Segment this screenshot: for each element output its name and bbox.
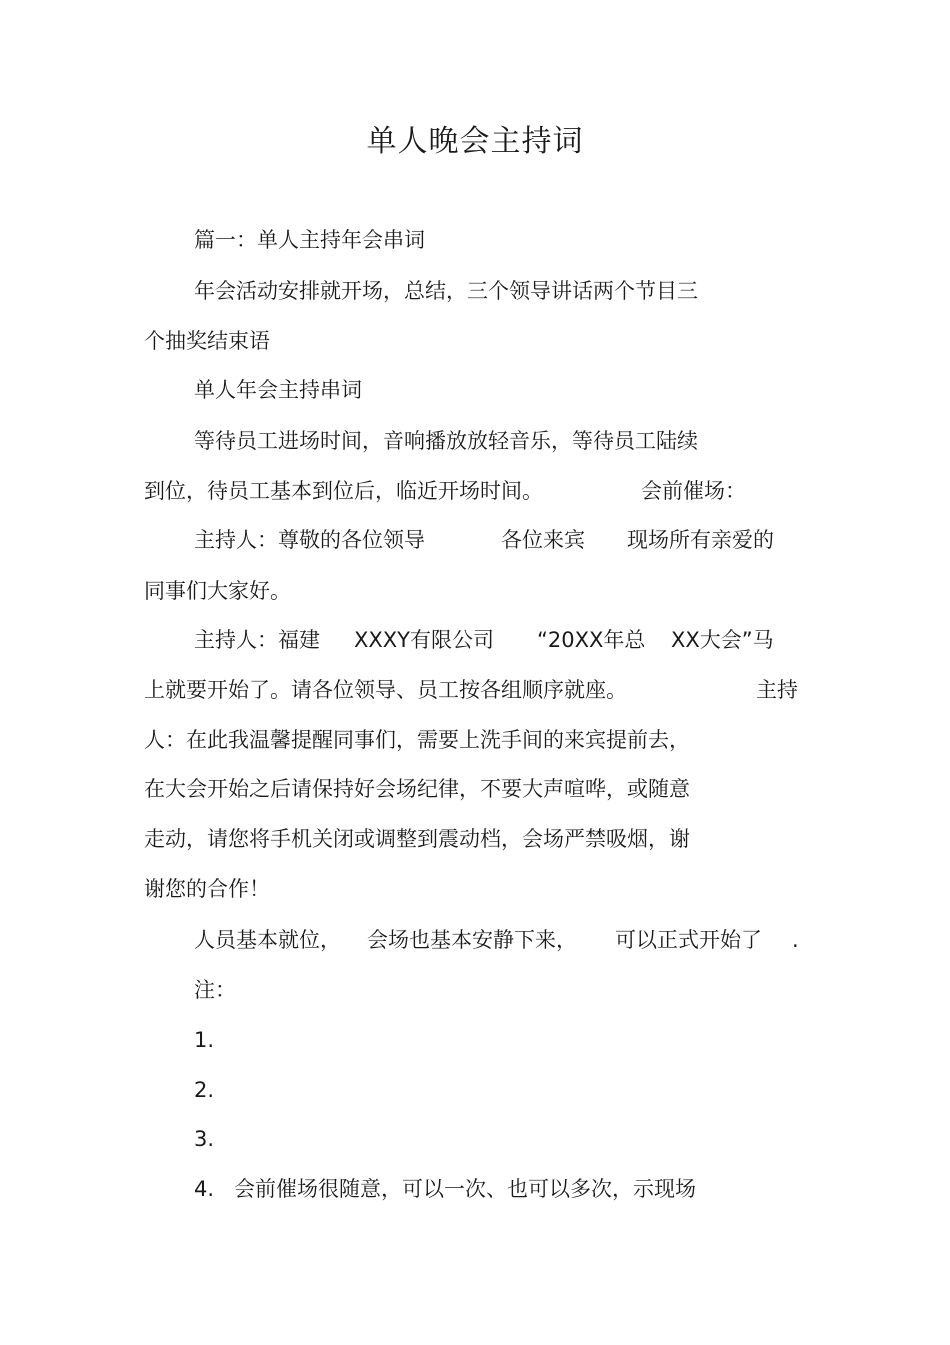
paragraph-4-seating: 上就要开始了。请各位领导、员工按各组顺序就座。 xyxy=(144,678,627,702)
paragraph-2-line-1: 等待员工进场时间，音响播放放轻音乐，等待员工陆续 xyxy=(194,429,698,453)
note-label: 注： xyxy=(194,978,236,1002)
host-greeting-guests: 各位来宾 xyxy=(501,528,585,552)
meeting-name-part-1: “20XX年总 xyxy=(537,628,646,652)
paragraph-5-part-2: 会场也基本安静下来， xyxy=(367,928,577,952)
subheading: 单人年会主持串词 xyxy=(194,378,362,402)
page-title: 单人晚会主持词 xyxy=(366,124,584,159)
host-fujian: 主持人：福建 xyxy=(194,628,320,652)
paragraph-3-line-2: 同事们大家好。 xyxy=(144,579,291,603)
paragraph-5-period: . xyxy=(792,928,799,952)
paragraph-2-text: 到位，待员工基本到位后，临近开场时间。 xyxy=(144,479,543,503)
note-text: 会前催场很随意，可以一次、也可以多次，示现场 xyxy=(234,1177,696,1201)
paragraph-2-pre-call: 会前催场： xyxy=(641,479,746,503)
note-number: 2. xyxy=(194,1078,215,1102)
paragraph-1-line-2: 个抽奖结束语 xyxy=(144,329,270,353)
company-name: XXXY有限公司 xyxy=(354,628,494,652)
section-heading: 篇一：单人主持年会串词 xyxy=(194,228,425,252)
meeting-name-part-2: XX大会”马 xyxy=(671,628,774,652)
paragraph-5-part-1: 人员基本就位， xyxy=(194,928,341,952)
note-number: 3. xyxy=(194,1127,215,1151)
paragraph-4-host-label: 主持 xyxy=(756,678,798,702)
paragraph-4-line-3: 人：在此我温馨提醒同事们，需要上洗手间的来宾提前去， xyxy=(144,728,690,752)
note-number: 1. xyxy=(194,1028,215,1052)
paragraph-4-line-6: 谢您的合作！ xyxy=(144,877,270,901)
paragraph-5-part-3: 可以正式开始了 xyxy=(615,928,762,952)
paragraph-1-line-1: 年会活动安排就开场，总结，三个领导讲话两个节目三 xyxy=(194,279,698,303)
note-item xyxy=(194,1122,214,1156)
host-greeting-colleagues: 现场所有亲爱的 xyxy=(627,528,774,552)
paragraph-4-line-4: 在大会开始之后请保持好会场纪律，不要大声喧哗，或随意 xyxy=(144,777,690,801)
note-item xyxy=(194,1073,214,1107)
note-item xyxy=(194,1023,214,1057)
host-greeting-leaders: 主持人：尊敬的各位领导 xyxy=(194,528,425,552)
note-number: 4. xyxy=(194,1177,215,1201)
paragraph-4-line-5: 走动，请您将手机关闭或调整到震动档，会场严禁吸烟，谢 xyxy=(144,827,690,851)
